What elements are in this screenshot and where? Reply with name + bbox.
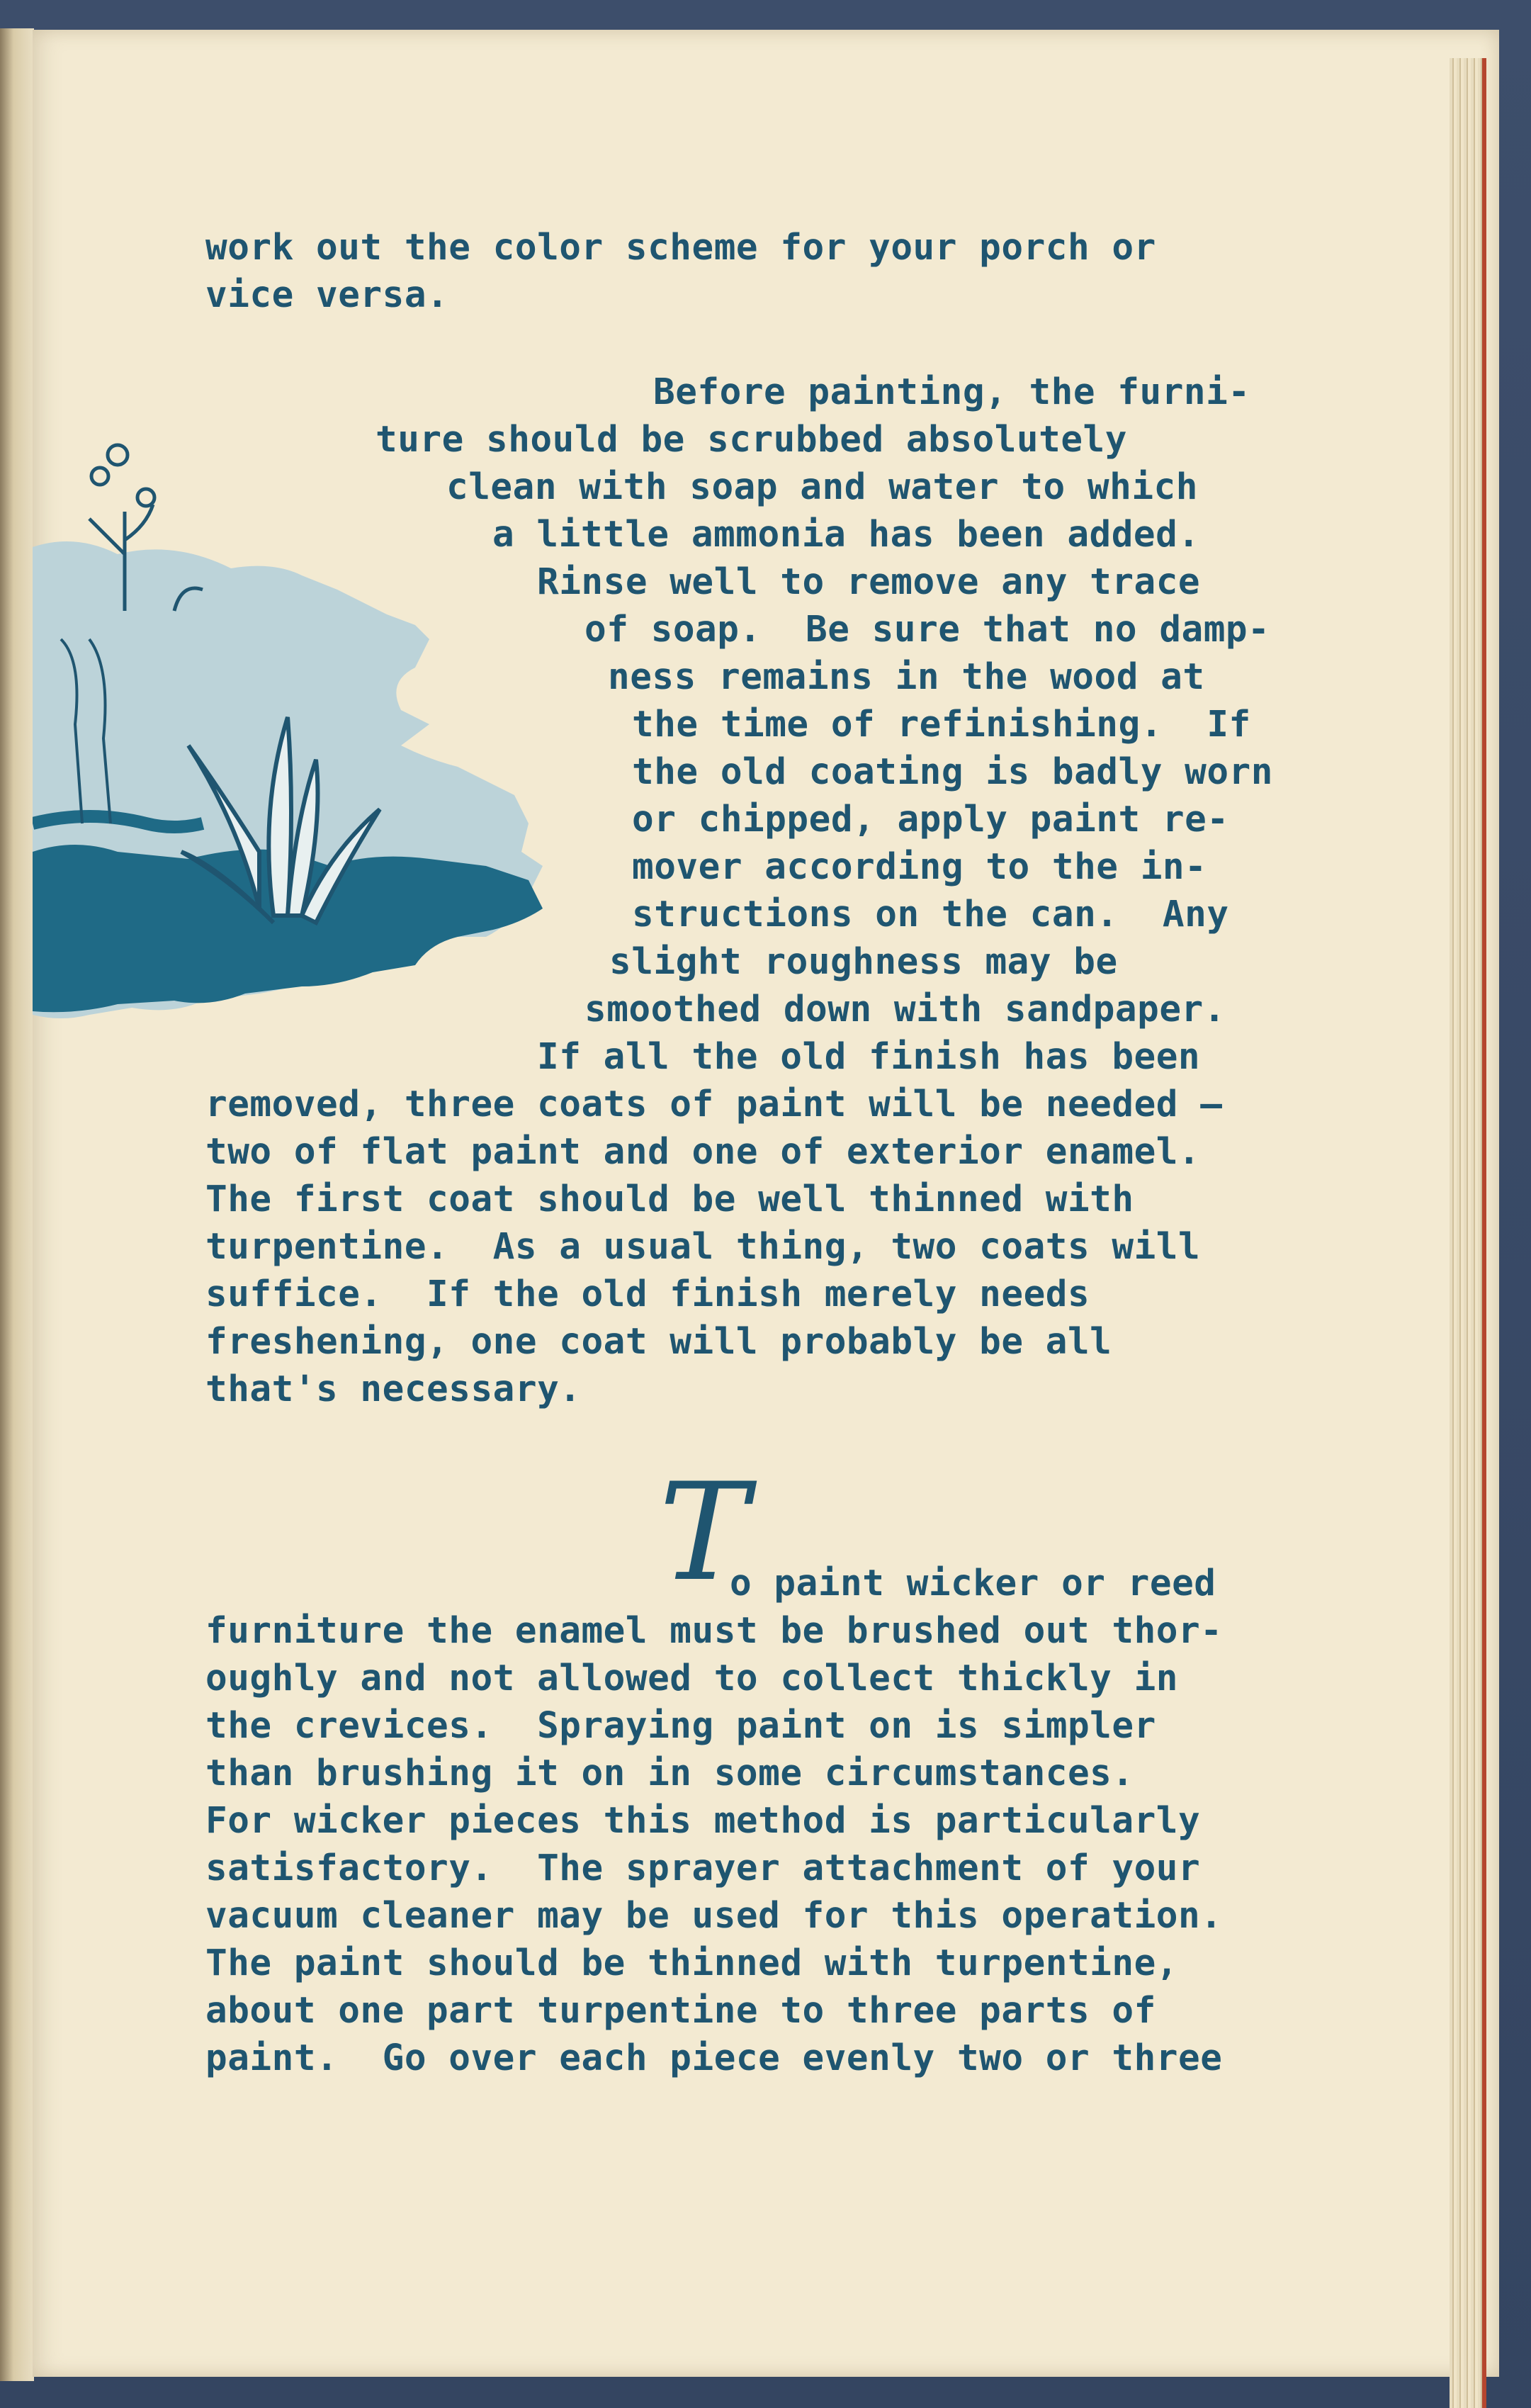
text-line: structions on the can. Any bbox=[632, 894, 1229, 935]
text-line: Rinse well to remove any trace bbox=[537, 561, 1201, 603]
text-line: of soap. Be sure that no damp- bbox=[584, 609, 1270, 651]
text-line: turpentine. As a usual thing, two coats will bbox=[205, 1226, 1201, 1268]
text-line: For wicker pieces this method is particularly bbox=[205, 1800, 1201, 1842]
text-line: o paint wicker or reed bbox=[730, 1563, 1216, 1604]
text-line: a little ammonia has been added. bbox=[492, 514, 1200, 556]
text-line: the crevices. Spraying paint on is simpler bbox=[205, 1705, 1156, 1747]
text-line: or chipped, apply paint re- bbox=[632, 799, 1229, 840]
text-line: vice versa. bbox=[205, 274, 449, 316]
text-line: paint. Go over each piece evenly two or three bbox=[205, 2037, 1223, 2079]
text-line: The paint should be thinned with turpentine, bbox=[205, 1942, 1179, 1984]
text-line: removed, three coats of paint will be needed — bbox=[205, 1084, 1223, 1125]
text-line: than brushing it on in some circumstances. bbox=[205, 1752, 1134, 1794]
text-line: two of flat paint and one of exterior enamel. bbox=[205, 1131, 1201, 1173]
text-line: smoothed down with sandpaper. bbox=[584, 989, 1226, 1030]
text-line: work out the color scheme for your porch or bbox=[205, 227, 1156, 269]
text-line: the time of refinishing. If bbox=[632, 704, 1251, 746]
text-line: the old coating is badly worn bbox=[632, 751, 1273, 793]
text-line: ture should be scrubbed absolutely bbox=[375, 419, 1127, 461]
text-line: furniture the enamel must be brushed out thor- bbox=[205, 1610, 1223, 1652]
text-line: satisfactory. The sprayer attachment of your bbox=[205, 1847, 1201, 1889]
text-line: that's necessary. bbox=[205, 1368, 582, 1410]
text-line: oughly and not allowed to collect thickly in bbox=[205, 1658, 1179, 1699]
text-line: ness remains in the wood at bbox=[608, 656, 1205, 698]
text-line: slight roughness may be bbox=[609, 941, 1118, 983]
text-line: suffice. If the old finish merely needs bbox=[205, 1273, 1090, 1315]
text-line: freshening, one coat will probably be all bbox=[205, 1321, 1112, 1363]
page-edge bbox=[1450, 58, 1486, 2408]
text-line: vacuum cleaner may be used for this operation. bbox=[205, 1895, 1223, 1937]
text-line: about one part turpentine to three parts of bbox=[205, 1990, 1156, 2032]
drop-cap: T bbox=[659, 1454, 749, 1611]
text-line: The first coat should be well thinned with bbox=[205, 1178, 1134, 1220]
left-page-edge bbox=[0, 28, 34, 2381]
text-line: If all the old finish has been bbox=[537, 1036, 1201, 1078]
text-line: clean with soap and water to which bbox=[446, 466, 1198, 508]
text-line: Before painting, the furni- bbox=[653, 371, 1250, 413]
text-line: mover according to the in- bbox=[632, 846, 1207, 888]
